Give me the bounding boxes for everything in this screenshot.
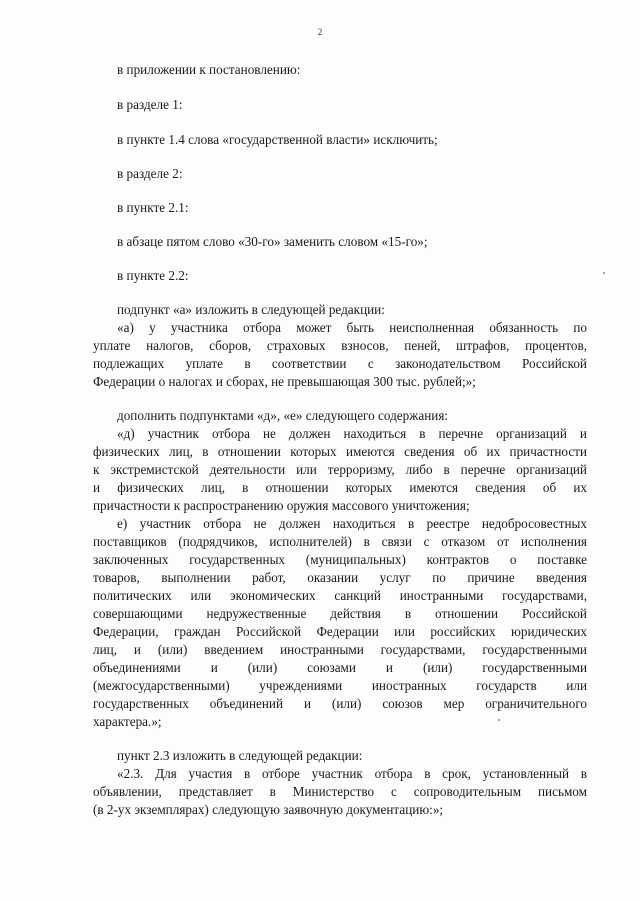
text-line: в пункте 2.1: <box>117 200 189 215</box>
text-line: Федерации о налогах и сборах, не превышающая 300 тыс. рублей;»; <box>93 374 476 389</box>
text-line: и физических лиц, в отношении которых имеются сведения об их <box>93 480 587 495</box>
text-line: физических лиц, в отношении которых имеются сведения об их причастности <box>93 444 587 459</box>
text-line: совершающими недружественные действия в отношении Российской <box>93 606 587 621</box>
text-line: «2.3. Для участия в отборе участник отбора в срок, установленный в <box>117 766 587 781</box>
scan-speck <box>603 272 605 274</box>
text-line: «а) у участника отбора может быть неисполненная обязанность по <box>117 320 587 335</box>
text-line: заключенных государственных (муниципальных) контрактов о поставке <box>93 552 587 567</box>
text-line: в разделе 1: <box>117 97 183 112</box>
text-line: объединениями и (или) союзами и (или) государственными <box>93 660 587 675</box>
text-line: е) участник отбора не должен находиться в реестре недобросовестных <box>117 516 587 531</box>
text-line: (в 2-ух экземплярах) следующую заявочную документацию:»; <box>93 802 444 817</box>
text-line: товаров, выполнении работ, оказании услуг по причине введения <box>93 570 587 585</box>
page-number: 2 <box>317 27 323 37</box>
text-line: характера.»; <box>93 714 162 729</box>
text-line: в пункте 2.2: <box>117 268 189 283</box>
text-line: подлежащих уплате в соответствии с законодательством Российской <box>93 356 587 371</box>
text-line: уплате налогов, сборов, страховых взносов, пеней, штрафов, процентов, <box>93 338 587 353</box>
text-line: лиц, и (или) введением иностранными государствами, государственными <box>93 642 587 657</box>
text-line: (межгосударственными) учреждениями иностранных государств или <box>93 678 587 693</box>
text-line: политических или экономических санкций иностранными государствами, <box>93 588 587 603</box>
text-line: «д) участник отбора не должен находиться в перечне организаций и <box>117 426 587 441</box>
text-line: объявлении, представляет в Министерство с сопроводительным письмом <box>93 784 587 799</box>
text-line: в разделе 2: <box>117 166 183 181</box>
text-line: к экстремистской деятельности или терроризму, либо в перечне организаций <box>93 462 587 477</box>
text-line: государственных объединений и (или) союзов мер ограничительного <box>93 696 587 711</box>
text-line: в пункте 1.4 слова «государственной власти» исключить; <box>117 132 438 147</box>
text-line: дополнить подпунктами «д», «е» следующего содержания: <box>117 408 449 423</box>
text-line: в приложении к постановлению: <box>117 62 301 77</box>
text-line: в абзаце пятом слово «30-го» заменить словом «15-го»; <box>117 234 428 249</box>
scan-speck <box>498 719 500 721</box>
text-line: причастности к распространению оружия массового уничтожения; <box>93 498 470 513</box>
text-line: подпункт «а» изложить в следующей редакции: <box>117 302 385 317</box>
text-line: поставщиков (подрядчиков, исполнителей) в связи с отказом от исполнения <box>93 534 587 549</box>
text-line: Федерации, граждан Российской Федерации или российских юридических <box>93 624 587 639</box>
text-line: пункт 2.3 изложить в следующей редакции: <box>117 748 363 763</box>
